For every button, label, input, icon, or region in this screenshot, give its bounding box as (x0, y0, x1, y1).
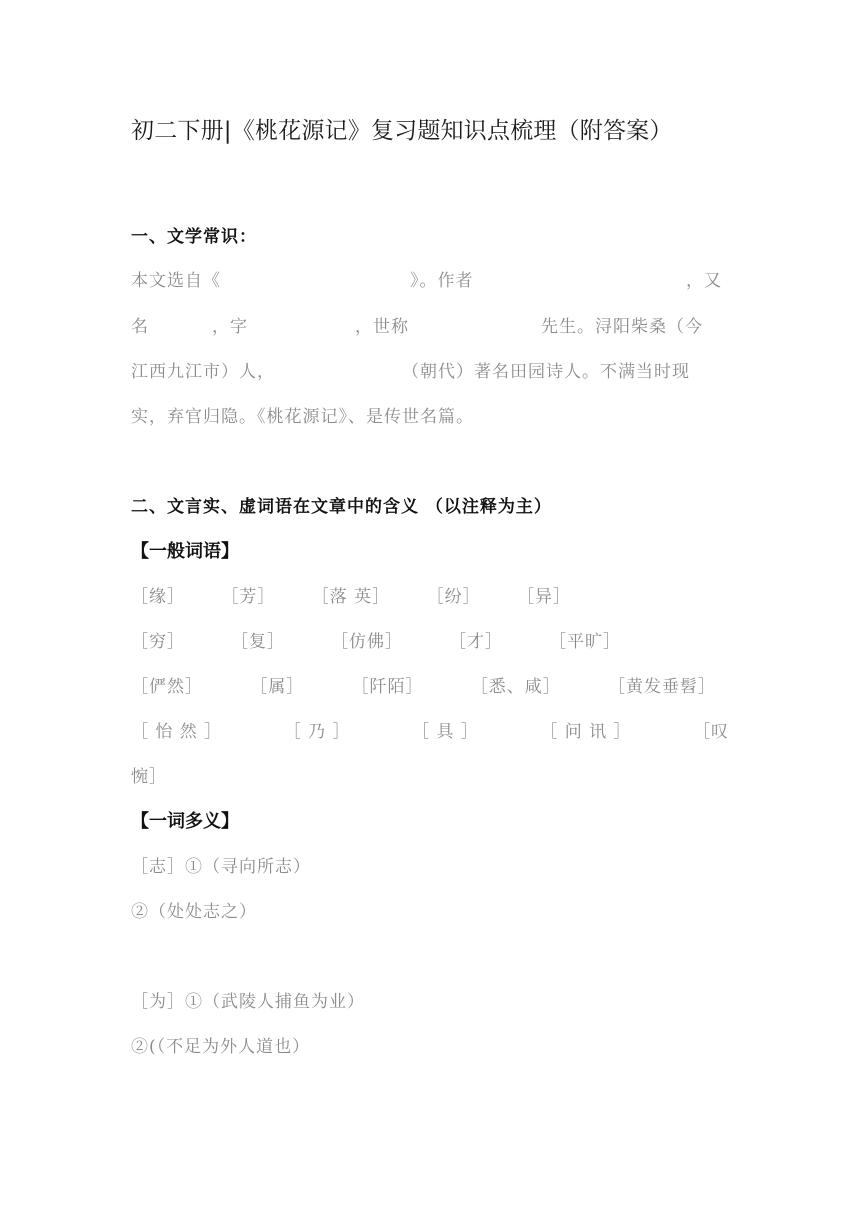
word-item: ［缘］ (131, 587, 185, 607)
word-row (131, 627, 621, 652)
polysemy-item: ②（处处志之） (131, 902, 257, 922)
text-line: 名 (131, 317, 149, 337)
text-line: 江西九江市）人， (131, 362, 275, 382)
word-item: ［异］ (516, 587, 571, 607)
polysemy-item: ②(（不足为外人道也） (131, 1037, 311, 1057)
word-row (131, 717, 729, 742)
word-item: ［叹 (693, 722, 729, 742)
word-item: ［落 英］ (311, 587, 391, 607)
text-line: 先生。浔阳柴桑（今 (541, 317, 703, 337)
text-line: ，又 (686, 271, 722, 291)
text-line: （朝代）著名田园诗人。不满当时现 (402, 362, 690, 382)
word-row (131, 672, 716, 697)
polysemy-item: ［志］①（寻向所志） (131, 857, 311, 877)
word-item: ［穷］ (131, 632, 185, 652)
word-item-wrap: 惋］ (131, 767, 167, 787)
word-item: ［平旷］ (549, 632, 621, 652)
word-item: ［ 具 ］ (412, 722, 479, 742)
text-line: ，字 (212, 317, 248, 337)
word-item: ［芳］ (221, 587, 276, 607)
text-line: ，世称 (355, 317, 409, 337)
text-line: 实，弃官归隐。《桃花源记》、是传世名篇。 (131, 407, 474, 427)
text-line: 》。作者 (410, 271, 474, 291)
word-item: ［复］ (231, 632, 285, 652)
word-item: ［属］ (250, 677, 305, 697)
word-item: ［ 怡 然 ］ (131, 722, 223, 742)
word-item: ［ 问 讯 ］ (540, 722, 632, 742)
word-item: ［ 乃 ］ (283, 722, 351, 742)
word-item: ［黄发垂髫］ (608, 677, 716, 697)
polysemy-item: ［为］①（武陵人捕鱼为业） (131, 992, 365, 1012)
subheading-general-words: 【一般词语】 (131, 541, 239, 562)
word-item: ［仿佛］ (331, 632, 403, 652)
word-item: ［俨然］ (131, 677, 203, 697)
page-title: 初二下册|《桃花源记》复习题知识点梳理（附答案） (131, 118, 673, 144)
word-item: ［才］ (449, 632, 503, 652)
word-item: ［阡陌］ (351, 677, 424, 697)
word-row (131, 582, 571, 607)
word-item: ［纷］ (426, 587, 481, 607)
section-heading-word-meanings: 二、文言实、虚词语在文章中的含义 （以注释为主） (131, 497, 552, 517)
subheading-polysemy: 【一词多义】 (131, 811, 239, 832)
text-line: 本文选自《 (131, 271, 221, 291)
section-heading-literary-knowledge: 一、文学常识： (131, 227, 257, 247)
word-item: ［悉、咸］ (470, 677, 561, 697)
